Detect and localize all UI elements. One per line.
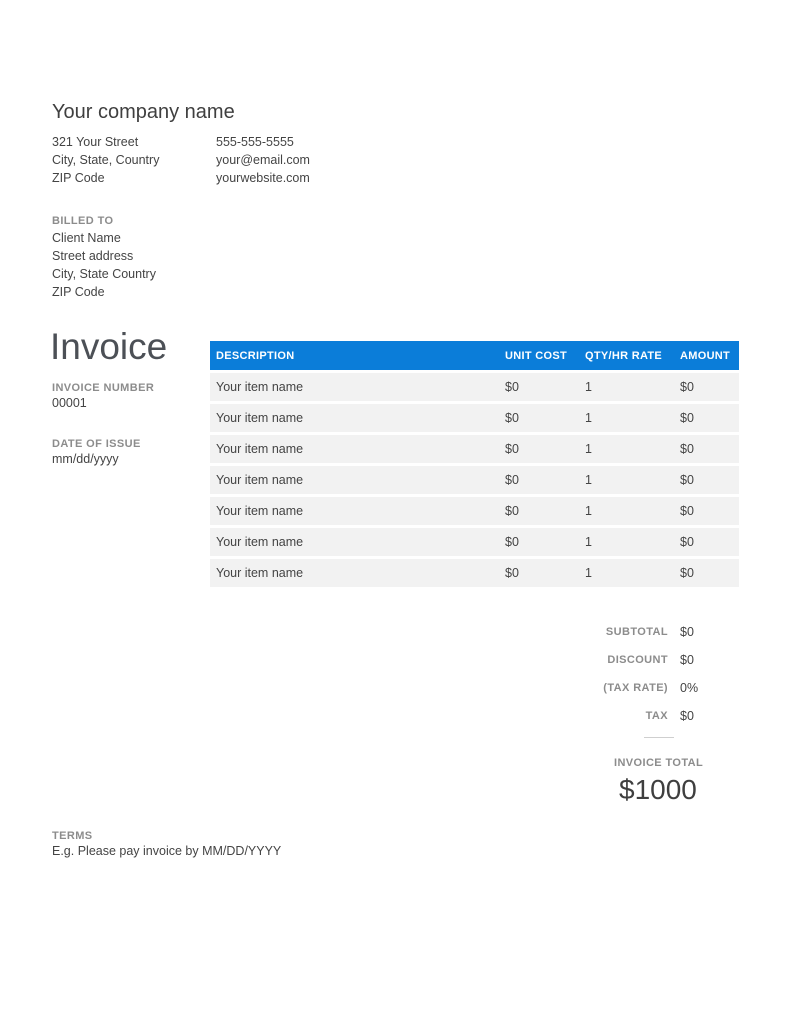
item-qty: 1 (585, 473, 592, 487)
address-line: 321 Your Street (52, 135, 139, 149)
company-contact (216, 133, 310, 187)
totals-section (560, 618, 740, 730)
client-zip: ZIP Code (52, 285, 105, 299)
table-row (210, 466, 739, 494)
invoice-number-label: INVOICE NUMBER (52, 382, 155, 394)
discount-value: $0 (680, 653, 694, 667)
terms-text: E.g. Please pay invoice by MM/DD/YYYY (52, 844, 282, 858)
item-unit-cost: $0 (505, 442, 519, 456)
invoice-total-value: $1000 (619, 774, 697, 805)
subtotal-row (560, 618, 740, 646)
column-header-amount: AMOUNT (680, 349, 731, 362)
table-row (210, 559, 739, 587)
table-row (210, 528, 739, 556)
item-unit-cost: $0 (505, 473, 519, 487)
item-unit-cost: $0 (505, 380, 519, 394)
date-of-issue: mm/dd/yyyy (52, 452, 119, 466)
invoice-total-label: INVOICE TOTAL (614, 757, 704, 769)
company-name: Your company name (52, 101, 235, 123)
item-amount: $0 (680, 535, 694, 549)
item-unit-cost: $0 (505, 535, 519, 549)
item-amount: $0 (680, 566, 694, 580)
item-description: Your item name (216, 535, 304, 549)
column-header-description: DESCRIPTION (216, 349, 295, 362)
item-description: Your item name (216, 504, 304, 518)
email: your@email.com (216, 153, 310, 167)
company-address (52, 133, 159, 187)
item-unit-cost: $0 (505, 411, 519, 425)
totals-divider (644, 737, 674, 738)
invoice-number-section (52, 382, 154, 412)
item-amount: $0 (680, 411, 694, 425)
discount-row (560, 646, 740, 674)
tax-value: $0 (680, 709, 694, 723)
client-street: Street address (52, 249, 134, 263)
terms-label: TERMS (52, 830, 93, 842)
column-header-qty: QTY/HR RATE (585, 349, 663, 362)
item-description: Your item name (216, 473, 304, 487)
date-of-issue-section (52, 438, 141, 468)
tax-rate-row (560, 674, 740, 702)
client-name: Client Name (52, 231, 121, 245)
item-qty: 1 (585, 380, 592, 394)
item-amount: $0 (680, 442, 694, 456)
tax-row (560, 702, 740, 730)
item-unit-cost: $0 (505, 504, 519, 518)
item-qty: 1 (585, 504, 592, 518)
subtotal-label: SUBTOTAL (605, 626, 668, 638)
table-row (210, 373, 739, 401)
item-description: Your item name (216, 411, 304, 425)
invoice-number: 00001 (52, 396, 87, 410)
item-qty: 1 (585, 442, 592, 456)
item-qty: 1 (585, 535, 592, 549)
tax-rate-label: (TAX RATE) (603, 682, 668, 694)
item-amount: $0 (680, 473, 694, 487)
table-row (210, 404, 739, 432)
item-unit-cost: $0 (505, 566, 519, 580)
line-items-table (210, 341, 739, 587)
item-description: Your item name (216, 380, 304, 394)
billed-to-section (52, 215, 156, 301)
client-city: City, State Country (52, 267, 156, 281)
item-description: Your item name (216, 442, 304, 456)
column-header-unit-cost: UNIT COST (505, 349, 567, 362)
date-of-issue-label: DATE OF ISSUE (52, 438, 141, 450)
address-line: ZIP Code (52, 171, 105, 185)
item-qty: 1 (585, 411, 592, 425)
invoice-title: Invoice (50, 326, 168, 367)
billed-to-label: BILLED TO (52, 215, 114, 227)
discount-label: DISCOUNT (607, 654, 668, 666)
item-qty: 1 (585, 566, 592, 580)
tax-rate-value: 0% (680, 681, 699, 695)
website: yourwebsite.com (216, 171, 310, 185)
table-header (210, 341, 739, 370)
table-row (210, 435, 739, 463)
table-row (210, 497, 739, 525)
tax-label: TAX (645, 710, 668, 722)
item-amount: $0 (680, 380, 694, 394)
phone: 555-555-5555 (216, 135, 294, 149)
subtotal-value: $0 (680, 625, 694, 639)
item-description: Your item name (216, 566, 304, 580)
item-amount: $0 (680, 504, 694, 518)
address-line: City, State, Country (52, 153, 160, 167)
terms-section (52, 830, 281, 860)
